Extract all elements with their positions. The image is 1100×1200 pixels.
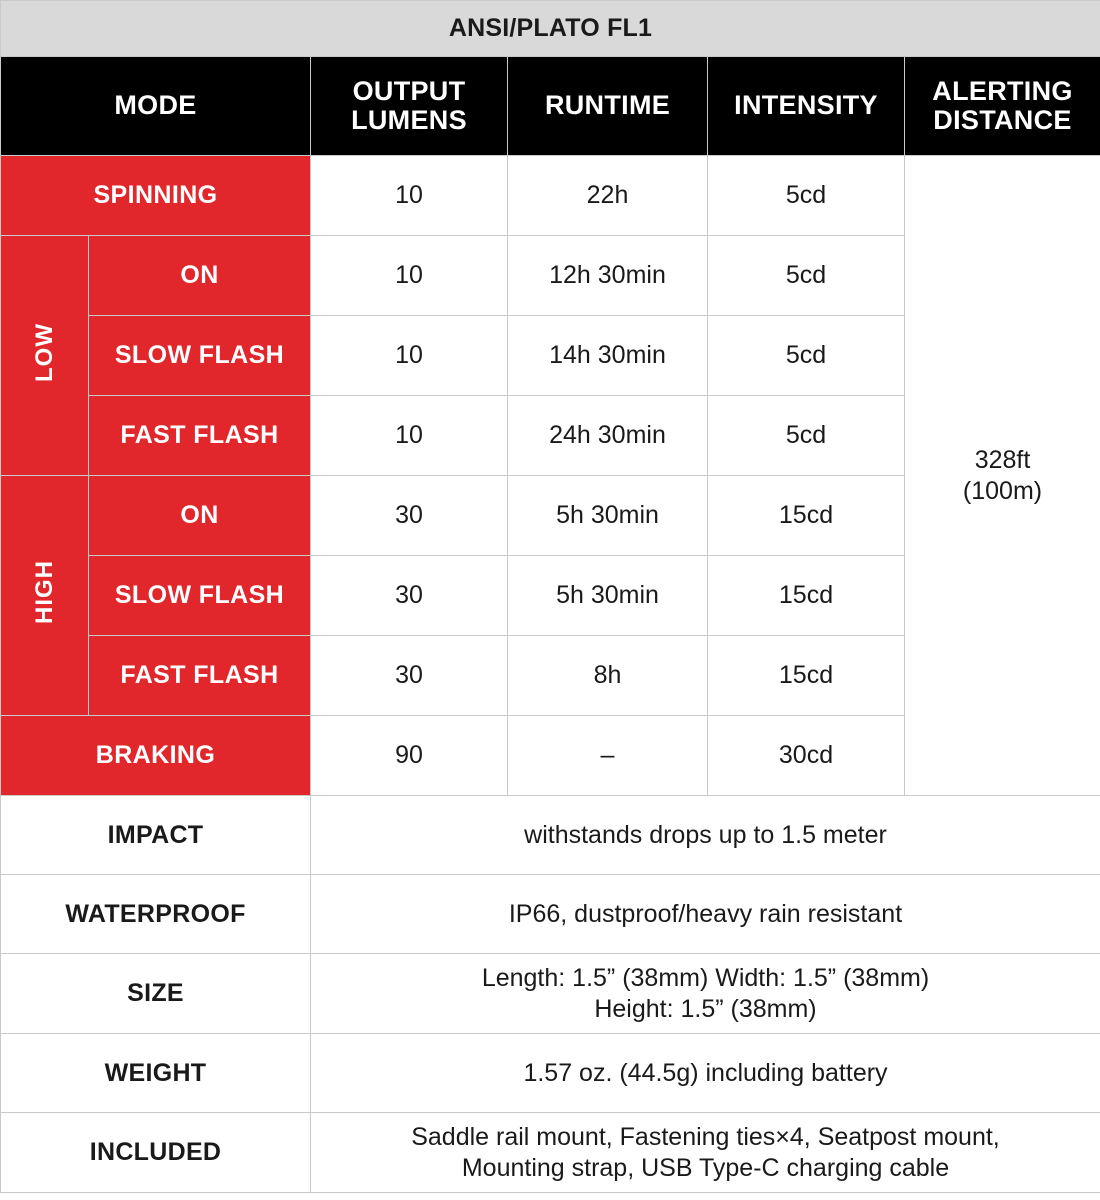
mode-runtime-low-on: 12h 30min bbox=[508, 236, 708, 316]
mode-intensity-low-on: 5cd bbox=[708, 236, 905, 316]
mode-name-braking: BRAKING bbox=[1, 716, 311, 796]
table-header-row bbox=[1, 57, 1100, 156]
spec-label-weight: WEIGHT bbox=[1, 1034, 311, 1113]
spec-value-size-line2: Height: 1.5” (38mm) bbox=[594, 994, 817, 1023]
mode-intensity-high-on: 15cd bbox=[708, 476, 905, 556]
mode-group-high-label: HIGH bbox=[30, 560, 58, 624]
mode-lumens-low-on: 10 bbox=[311, 236, 508, 316]
header-output-lumens-line2: LUMENS bbox=[351, 105, 467, 135]
header-alerting-distance bbox=[905, 57, 1100, 156]
header-runtime: RUNTIME bbox=[508, 57, 708, 156]
header-mode: MODE bbox=[1, 57, 311, 156]
mode-name-spinning: SPINNING bbox=[1, 156, 311, 236]
spec-label-included: INCLUDED bbox=[1, 1113, 311, 1193]
mode-lumens-spinning: 10 bbox=[311, 156, 508, 236]
mode-lumens-low-slow-flash: 10 bbox=[311, 316, 508, 396]
table-row bbox=[1, 796, 1100, 875]
header-alerting-distance-line1: ALERTING bbox=[932, 75, 1073, 106]
spec-value-included-line1: Saddle rail mount, Fastening ties×4, Seatpost mount, bbox=[411, 1123, 1000, 1151]
mode-name-low-fast-flash: FAST FLASH bbox=[89, 396, 311, 476]
spec-value-included bbox=[311, 1113, 1100, 1193]
mode-runtime-high-slow-flash: 5h 30min bbox=[508, 556, 708, 636]
mode-lumens-braking: 90 bbox=[311, 716, 508, 796]
mode-intensity-high-fast-flash: 15cd bbox=[708, 636, 905, 716]
mode-intensity-low-slow-flash: 5cd bbox=[708, 316, 905, 396]
mode-group-low bbox=[1, 236, 89, 476]
spec-value-included-line2: Mounting strap, USB Type-C charging cable bbox=[461, 1153, 950, 1182]
table-row bbox=[1, 954, 1100, 1034]
spec-label-size: SIZE bbox=[1, 954, 311, 1034]
mode-group-high bbox=[1, 476, 89, 716]
spec-label-impact: IMPACT bbox=[1, 796, 311, 875]
mode-lumens-high-slow-flash: 30 bbox=[311, 556, 508, 636]
table-row bbox=[1, 875, 1100, 954]
table-row bbox=[1, 156, 1100, 236]
mode-intensity-braking: 30cd bbox=[708, 716, 905, 796]
spec-value-size bbox=[311, 954, 1100, 1034]
mode-name-high-slow-flash: SLOW FLASH bbox=[89, 556, 311, 636]
alerting-distance-value bbox=[905, 156, 1100, 796]
banner-title: ANSI/PLATO FL1 bbox=[1, 1, 1100, 57]
spec-value-size-line1: Length: 1.5” (38mm) Width: 1.5” (38mm) bbox=[481, 964, 930, 992]
header-intensity: INTENSITY bbox=[708, 57, 905, 156]
mode-intensity-spinning: 5cd bbox=[708, 156, 905, 236]
mode-runtime-spinning: 22h bbox=[508, 156, 708, 236]
spec-value-waterproof: IP66, dustproof/heavy rain resistant bbox=[311, 875, 1100, 954]
table-banner-row bbox=[1, 1, 1100, 57]
spec-value-weight: 1.57 oz. (44.5g) including battery bbox=[311, 1034, 1100, 1113]
mode-runtime-low-fast-flash: 24h 30min bbox=[508, 396, 708, 476]
mode-lumens-high-fast-flash: 30 bbox=[311, 636, 508, 716]
mode-runtime-braking: – bbox=[508, 716, 708, 796]
alerting-distance-line2: (100m) bbox=[962, 476, 1043, 505]
mode-intensity-high-slow-flash: 15cd bbox=[708, 556, 905, 636]
mode-name-high-fast-flash: FAST FLASH bbox=[89, 636, 311, 716]
spec-value-impact: withstands drops up to 1.5 meter bbox=[311, 796, 1100, 875]
mode-runtime-high-fast-flash: 8h bbox=[508, 636, 708, 716]
table-row bbox=[1, 1113, 1100, 1193]
header-alerting-distance-line2: DISTANCE bbox=[933, 105, 1072, 135]
mode-runtime-low-slow-flash: 14h 30min bbox=[508, 316, 708, 396]
mode-lumens-high-on: 30 bbox=[311, 476, 508, 556]
mode-name-high-on: ON bbox=[89, 476, 311, 556]
spec-label-waterproof: WATERPROOF bbox=[1, 875, 311, 954]
mode-name-low-slow-flash: SLOW FLASH bbox=[89, 316, 311, 396]
mode-runtime-high-on: 5h 30min bbox=[508, 476, 708, 556]
header-output-lumens-line1: OUTPUT bbox=[352, 75, 466, 106]
alerting-distance-line1: 328ft bbox=[974, 446, 1031, 474]
table-row bbox=[1, 1034, 1100, 1113]
mode-lumens-low-fast-flash: 10 bbox=[311, 396, 508, 476]
header-output-lumens bbox=[311, 57, 508, 156]
mode-name-low-on: ON bbox=[89, 236, 311, 316]
mode-group-low-label: LOW bbox=[30, 322, 58, 382]
mode-intensity-low-fast-flash: 5cd bbox=[708, 396, 905, 476]
